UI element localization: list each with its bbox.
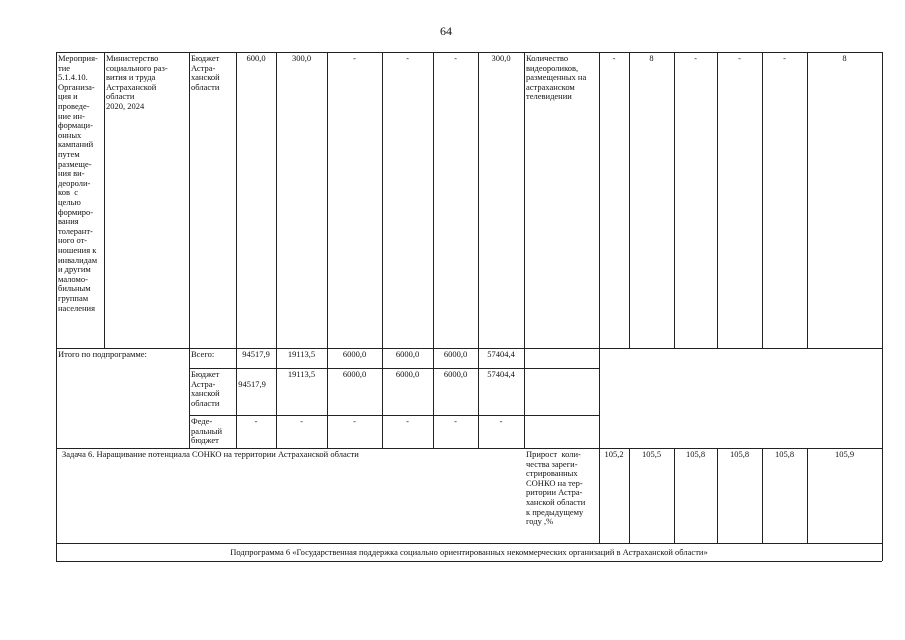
measure-name-line: населения bbox=[58, 302, 95, 313]
table-row-rule bbox=[189, 415, 599, 416]
funding-source-line: Бюджет bbox=[191, 53, 220, 63]
total-value-cell: 6000,0 bbox=[443, 349, 468, 359]
funding-source-line: Астра- bbox=[191, 62, 216, 73]
total-value-cell: 19113,5 bbox=[287, 369, 316, 379]
task-6-indicator-line: к предыдущему bbox=[526, 506, 584, 517]
table-left-border bbox=[56, 52, 57, 561]
table-rule bbox=[433, 52, 434, 448]
total-value-cell: 19113,5 bbox=[287, 349, 316, 359]
task-6-indicator-value: 105,8 bbox=[774, 449, 795, 459]
measure-value-cell: 300,0 bbox=[291, 53, 312, 63]
total-value-cell: - bbox=[454, 416, 457, 426]
measure-name-line: маломо- bbox=[58, 273, 88, 284]
executor-line: социального раз- bbox=[106, 62, 168, 73]
indicator-name-line: видеороликов, bbox=[526, 62, 579, 73]
task-6-indicator-line: году ,% bbox=[526, 516, 554, 527]
executor-line: Министерство bbox=[106, 53, 159, 63]
table-rule bbox=[762, 52, 763, 348]
measure-name-line: Организа- bbox=[58, 81, 95, 92]
table-rule bbox=[478, 52, 479, 448]
indicator-value-cell: 8 bbox=[649, 53, 654, 63]
total-source-line: Всего: bbox=[191, 349, 215, 359]
measure-name-line: ция и bbox=[58, 91, 78, 102]
total-value-cell: 57404,4 bbox=[487, 369, 515, 379]
funding-source-line: области bbox=[191, 81, 220, 92]
indicator-name-line: астраханском bbox=[526, 81, 575, 92]
total-value-cell: - bbox=[499, 416, 503, 426]
table-rule bbox=[762, 448, 763, 543]
task-6-indicator-line: Прирост коли- bbox=[526, 449, 581, 459]
total-source-line: ральный bbox=[191, 425, 223, 436]
measure-value-cell: - bbox=[406, 53, 409, 63]
total-source-line: Бюджет bbox=[191, 369, 220, 379]
table-bottom-border bbox=[56, 561, 882, 562]
total-label: Итого по подпрограмме: bbox=[58, 349, 147, 359]
table-rule bbox=[599, 52, 600, 543]
task-6-indicator-line: стрированных bbox=[526, 468, 578, 479]
measure-name-line: кампаний bbox=[58, 139, 94, 150]
table-rule bbox=[104, 52, 105, 348]
measure-value-cell: 300,0 bbox=[491, 53, 511, 63]
table-row-rule bbox=[56, 348, 882, 349]
funding-source-line: ханской bbox=[191, 72, 220, 83]
measure-name-line: путем bbox=[58, 149, 80, 159]
total-source-line: области bbox=[191, 397, 220, 408]
measure-name-line: размеще- bbox=[58, 158, 92, 169]
measure-value-cell: 600,0 bbox=[246, 53, 266, 63]
total-value-cell: 57404,4 bbox=[487, 349, 515, 359]
task-6-indicator-value: 105,8 bbox=[685, 449, 706, 459]
measure-name-line: ние ин- bbox=[58, 110, 85, 121]
table-row-rule bbox=[56, 543, 882, 544]
total-source-line: Астра- bbox=[191, 378, 216, 389]
table-rule bbox=[807, 448, 808, 543]
executor-line: вития и труда bbox=[106, 72, 156, 83]
total-value-cell: 6000,0 bbox=[342, 349, 367, 359]
indicator-name-line: Количество bbox=[526, 53, 569, 63]
total-source-line: Феде- bbox=[191, 416, 213, 426]
total-value-cell: - bbox=[353, 416, 356, 426]
executor-line: области bbox=[106, 91, 135, 102]
measure-name-line: ния ви- bbox=[58, 168, 85, 179]
task-6-indicator-value: 105,9 bbox=[834, 449, 855, 459]
total-value-cell: - bbox=[406, 416, 409, 426]
measure-name-line: 5.1.4.10. bbox=[58, 72, 88, 83]
measure-name-line: деороли- bbox=[58, 177, 91, 188]
task-6-indicator-value: 105,5 bbox=[641, 449, 662, 459]
total-value-cell: - bbox=[254, 416, 258, 426]
total-value-cell: - bbox=[300, 416, 303, 426]
table-rule bbox=[674, 448, 675, 543]
table-rule bbox=[524, 52, 525, 448]
task-6-indicator-line: СОНКО на тер- bbox=[526, 477, 583, 488]
task-6-indicator-line: ритории Астра- bbox=[526, 487, 583, 498]
indicator-value-cell: - bbox=[783, 53, 786, 63]
total-value-cell: 6000,0 bbox=[443, 369, 468, 379]
table-top-border bbox=[56, 52, 882, 53]
measure-name-line: толерант- bbox=[58, 225, 93, 236]
measure-name-line: формиро- bbox=[58, 206, 94, 217]
executor-line: Астраханской bbox=[106, 81, 157, 92]
total-value-cell: 94517,9 bbox=[238, 379, 266, 389]
measure-name-line: группам bbox=[58, 293, 89, 303]
task-6-indicator-value: 105,8 bbox=[729, 449, 750, 459]
measure-name-line: ношения к bbox=[58, 245, 97, 255]
task-6-indicator-line: ханской области bbox=[526, 497, 586, 507]
table-right-border bbox=[882, 52, 883, 561]
measure-name-line: инвалидам bbox=[58, 254, 98, 265]
table-rule bbox=[629, 448, 630, 543]
task-6-indicator-line: чества зареги- bbox=[526, 458, 578, 469]
measure-name-line: бильным bbox=[58, 283, 91, 294]
table-rule bbox=[807, 52, 808, 348]
total-source-line: бюджет bbox=[191, 435, 219, 446]
table-rule bbox=[674, 52, 675, 348]
total-value-cell: 6000,0 bbox=[342, 369, 367, 379]
indicator-value-cell: - bbox=[694, 53, 697, 63]
table-rule bbox=[382, 52, 383, 448]
table-rule bbox=[276, 52, 277, 448]
page-number: 64 bbox=[440, 24, 452, 38]
measure-name-line: ков с bbox=[58, 187, 78, 198]
measure-value-cell: - bbox=[353, 53, 356, 63]
task-6-indicator-value: 105,2 bbox=[604, 449, 624, 459]
indicator-value-cell: - bbox=[738, 53, 741, 63]
table-row-rule bbox=[189, 368, 599, 369]
indicator-name-line: телевидении bbox=[526, 91, 572, 102]
table-rule bbox=[189, 52, 190, 448]
measure-name-line: ного от- bbox=[58, 235, 88, 246]
measure-value-cell: - bbox=[454, 53, 457, 63]
indicator-value-cell: - bbox=[612, 53, 616, 63]
measure-name-line: тие bbox=[58, 62, 71, 73]
measure-name-line: проведе- bbox=[58, 101, 90, 111]
total-value-cell: 94517,9 bbox=[242, 349, 270, 359]
total-value-cell: 6000,0 bbox=[395, 349, 420, 359]
table-rule bbox=[717, 448, 718, 543]
measure-name-line: целью bbox=[58, 197, 81, 207]
indicator-value-cell: 8 bbox=[842, 53, 847, 63]
total-source-line: ханской bbox=[191, 388, 220, 399]
total-value-cell: 6000,0 bbox=[395, 369, 420, 379]
task-6-title: Задача 6. Наращивание потенциала СОНКО на территории Астраханской области bbox=[62, 449, 359, 459]
indicator-name-line: размещенных на bbox=[526, 72, 587, 83]
measure-name-line: и другим bbox=[58, 264, 91, 275]
table-rule bbox=[629, 52, 630, 348]
subprogram-6-title: Подпрограмма 6 «Государственная поддержка социально ориентированных некоммерческих организаций в Астраханской области» bbox=[230, 547, 708, 557]
measure-name-line: онных bbox=[58, 129, 82, 140]
measure-name-line: вания bbox=[58, 216, 79, 227]
measure-name-line: формаци- bbox=[58, 120, 93, 131]
executor-line: 2020, 2024 bbox=[106, 101, 145, 111]
table-rule bbox=[327, 52, 328, 448]
table-rule bbox=[717, 52, 718, 348]
measure-name-line: Мероприя- bbox=[58, 53, 98, 63]
